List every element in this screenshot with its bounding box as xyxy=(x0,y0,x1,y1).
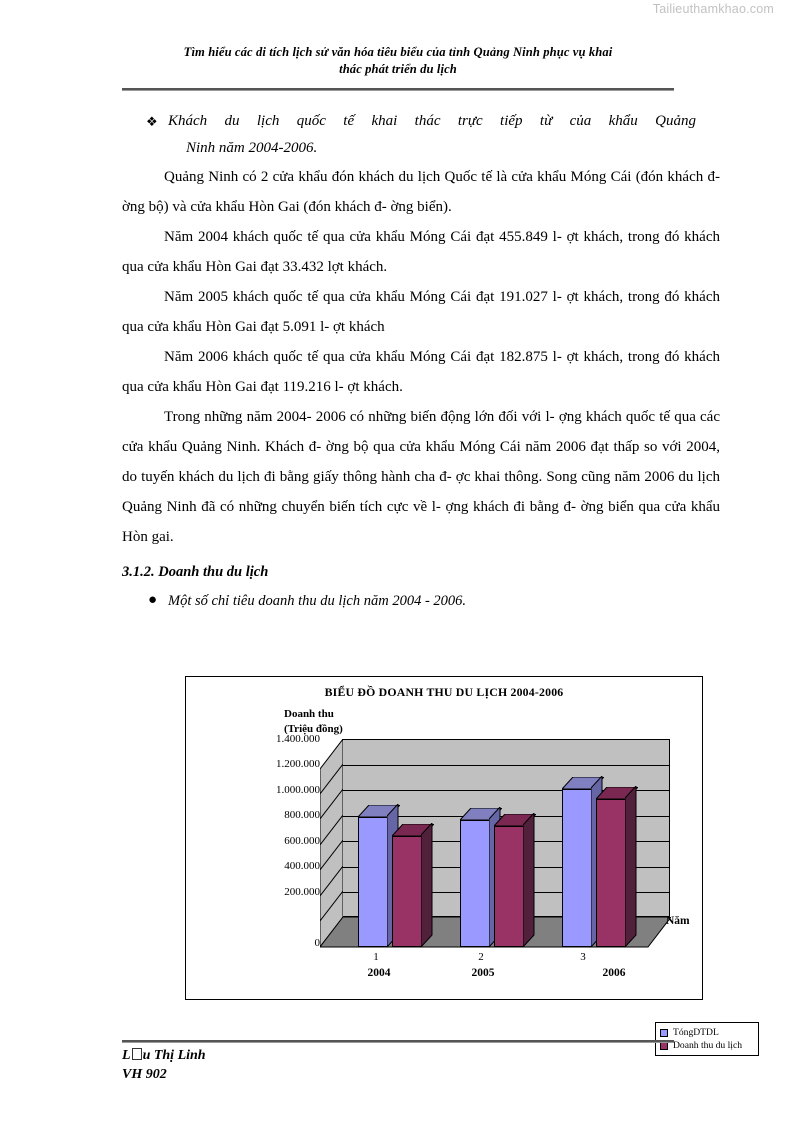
bar-side-icon xyxy=(523,813,535,947)
footer-divider xyxy=(122,1040,674,1043)
ytick-1200000: 1.200.000 xyxy=(276,758,320,770)
chart-plot-area xyxy=(248,733,743,1051)
running-header-line-2: thác phát triển du lịch xyxy=(339,62,457,76)
document-body xyxy=(122,100,722,614)
y-axis-label-line-1: Doanh thu xyxy=(284,708,334,720)
chart-title: BIỂU ĐỒ DOANH THU DU LỊCH 2004-2006 xyxy=(324,685,564,699)
ytick-800000: 800.000 xyxy=(284,809,320,821)
missing-glyph-box-icon xyxy=(132,1048,142,1060)
bar-face xyxy=(460,820,490,947)
xtick-year-2004: 2004 xyxy=(367,967,391,979)
legend-item-tongdtdl xyxy=(660,1026,754,1039)
chart-legend xyxy=(655,1022,759,1056)
diamond-bullet-icon: ❖ xyxy=(146,114,158,129)
bullet-dot-label: Một số chỉ tiêu doanh thu du lịch năm 2004 - 2006. xyxy=(168,593,467,609)
paragraph-1: Quảng Ninh có 2 cửa khẩu đón khách du lịch Quốc tế là cửa khẩu Móng Cái (đón khách đ- ờng bộ) và cửa khẩu Hòn Gai (đón khách đ- ờng biển). xyxy=(122,169,720,215)
legend-label-doanh-thu-du-lich: Doanh thu du lịch xyxy=(673,1040,743,1051)
ytick-1000000: 1.000.000 xyxy=(276,784,320,796)
bar-face xyxy=(596,799,626,947)
ytick-1400000: 1.400.000 xyxy=(276,733,320,745)
section-heading-3-1-2: 3.1.2. Doanh thu du lịch xyxy=(122,564,269,580)
ytick-200000: 200.000 xyxy=(284,886,320,898)
paragraph-2: Năm 2004 khách quốc tế qua cửa khẩu Móng Cái đạt 455.849 l- ợt khách, trong đó khách qua cửa khẩu Hòn Gai đạt 33.432 lợt khách. xyxy=(122,229,720,275)
bar-tongdtdl-2004 xyxy=(358,817,388,947)
footer-author-name xyxy=(122,1046,206,1065)
bar-tongdtdl-2005 xyxy=(460,820,490,947)
xtick-number-3: 3 xyxy=(580,951,586,963)
bullet-line-1: Khách du lịch quốc tế khai thác trực tiếp từ của khẩu Quảng xyxy=(168,113,696,129)
chart-x-axis-label: Năm xyxy=(666,915,690,927)
xtick-number-2: 2 xyxy=(478,951,484,963)
xtick-year-2005: 2005 xyxy=(471,967,495,979)
bar-doanhthu-2006 xyxy=(596,799,626,947)
ytick-0: 0 xyxy=(314,937,320,949)
y-axis-label-line-2: (Triệu đồng) xyxy=(284,723,343,735)
header-divider xyxy=(122,88,674,91)
bar-side-icon xyxy=(625,786,637,947)
bar-face xyxy=(494,826,524,947)
chart-y-axis-ticks xyxy=(248,733,320,969)
xtick-number-1: 1 xyxy=(373,951,379,963)
bar-face xyxy=(358,817,388,947)
bar-tongdtdl-2006 xyxy=(562,789,592,947)
legend-swatch-icon xyxy=(660,1029,668,1037)
paragraph-5: Trong những năm 2004- 2006 có những biến động lớn đối với l- ợng khách quốc tế qua các cửa khẩu Quảng Ninh. Khách đ- ờng bộ qua cửa khẩu Móng Cái năm 2006 đạt thấp so với 2004, do tuyến khách du lịch đi bằng giấy thông hành cha đ- ợc khai thông. Song cũng năm 2006 du lịch Quảng Ninh đã có những chuyển biến tích cực về l- ợng khách đi bằng đ- ờng biển qua cửa khẩu Hòn gai. xyxy=(122,409,720,545)
bullet-line-2: Ninh năm 2004-2006. xyxy=(186,140,318,156)
site-watermark: Tailieuthamkhao.com xyxy=(652,2,774,16)
xtick-year-2006: 2006 xyxy=(602,967,626,979)
footer-name-prefix: L xyxy=(122,1048,131,1063)
running-header-line-1: Tìm hiểu các di tích lịch sử văn hóa tiêu biểu của tỉnh Quảng Ninh phục vụ khai xyxy=(183,45,613,59)
footer-class: VH 902 xyxy=(122,1067,167,1082)
legend-label-tongdtdl: TóngDTDL xyxy=(673,1027,719,1038)
ytick-400000: 400.000 xyxy=(284,860,320,872)
chart-side-wall xyxy=(320,739,343,947)
bar-side-icon xyxy=(421,823,433,947)
legend-item-doanh-thu-du-lich xyxy=(660,1039,754,1052)
bar-face xyxy=(562,789,592,947)
bullet-item-revenue-indicators xyxy=(122,588,722,614)
footer-name-suffix: u Thị Linh xyxy=(142,1048,206,1063)
dot-bullet-icon: ● xyxy=(148,592,158,608)
bar-doanhthu-2004 xyxy=(392,836,422,947)
paragraph-4: Năm 2006 khách quốc tế qua cửa khẩu Móng Cái đạt 182.875 l- ợt khách, trong đó khách qua cửa khẩu Hòn Gai đạt 119.216 l- ợt khách. xyxy=(122,349,720,395)
revenue-chart xyxy=(185,676,743,1051)
bullet-item-international-visitors xyxy=(122,108,728,162)
document-footer xyxy=(122,1046,206,1084)
running-header xyxy=(122,44,674,78)
bar-doanhthu-2005 xyxy=(494,826,524,947)
bar-face xyxy=(392,836,422,947)
gridline-1200000 xyxy=(343,765,669,766)
ytick-600000: 600.000 xyxy=(284,835,320,847)
paragraph-3: Năm 2005 khách quốc tế qua cửa khẩu Móng Cái đạt 191.027 l- ợt khách, trong đó khách qua cửa khẩu Hòn Gai đạt 5.091 l- ợt khách xyxy=(122,289,720,335)
